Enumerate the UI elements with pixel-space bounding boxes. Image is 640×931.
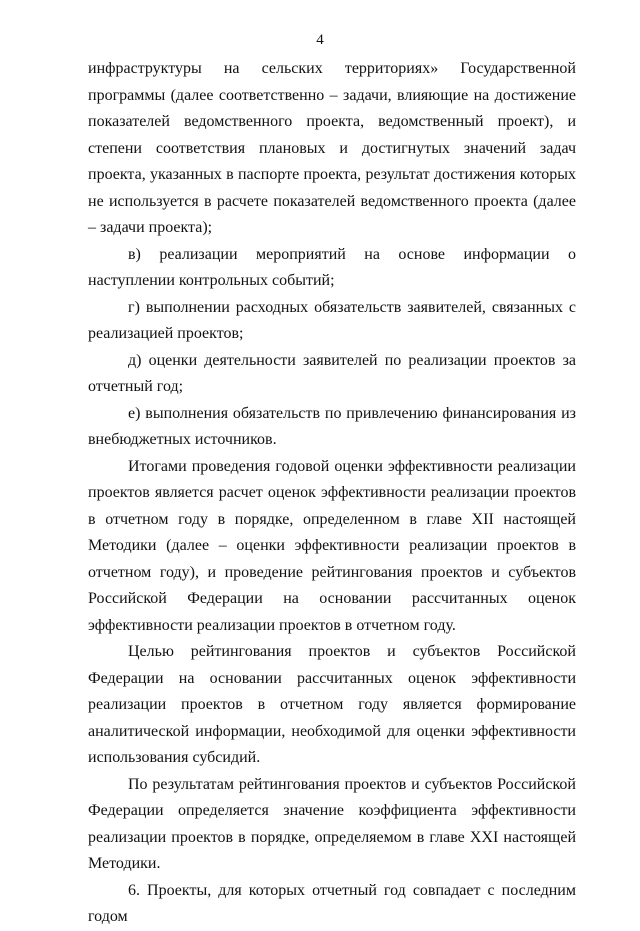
page-number: 4 — [316, 32, 324, 48]
paragraph-section-6: 6. Проекты, для которых отчетный год совпадает с последним годом — [88, 881, 576, 925]
paragraph-coefficient: По результатам рейтингования проектов и субъектов Российской Федерации определяется значение коэффициента эффективности реализации проектов в порядке, определяемом в главе XXI настоящей Методики. — [88, 775, 576, 872]
paragraph-rating-goal: Целью рейтингования проектов и субъектов Российской Федерации на основании рассчитанных оценок эффективности реализации проектов в отчетном году является формирование аналитической информации, необходимой для оценки эффективности использования субсидий. — [88, 643, 576, 766]
paragraph-item-d: д) оценки деятельности заявителей по реализации проектов за отчетный год; — [88, 351, 576, 395]
paragraph-1: инфраструктуры на сельских территориях» Государственной программы (далее соответственно – задачи, влияющие на достижение показателей ведомственного проекта, ведомственный проект), и степени соответствия плановых и достигнутых значений задач проекта, указанных в паспорте проекта, результат достижения которых не используется в расчете показателей ведомственного проекта (далее – задачи проекта); — [88, 60, 576, 236]
paragraph-item-g: г) выполнении расходных обязательств заявителей, связанных с реализацией проектов; — [88, 298, 576, 342]
paragraph-item-v: в) реализации мероприятий на основе информации о наступлении контрольных событий; — [88, 245, 576, 289]
paragraph-results: Итогами проведения годовой оценки эффективности реализации проектов является расчет оценок эффективности реализации проектов в отчетном году в порядке, определенном в главе XII настоящей Методики (далее – оценки эффективности реализации проектов в отчетном году), и проведение рейтингования проектов и субъектов Российской Федерации на основании рассчитанных оценок эффективности реализации проектов в отчетном году. — [88, 457, 576, 634]
document-body — [88, 56, 576, 931]
paragraph-item-e: е) выполнения обязательств по привлечению финансирования из внебюджетных источников. — [88, 404, 576, 448]
